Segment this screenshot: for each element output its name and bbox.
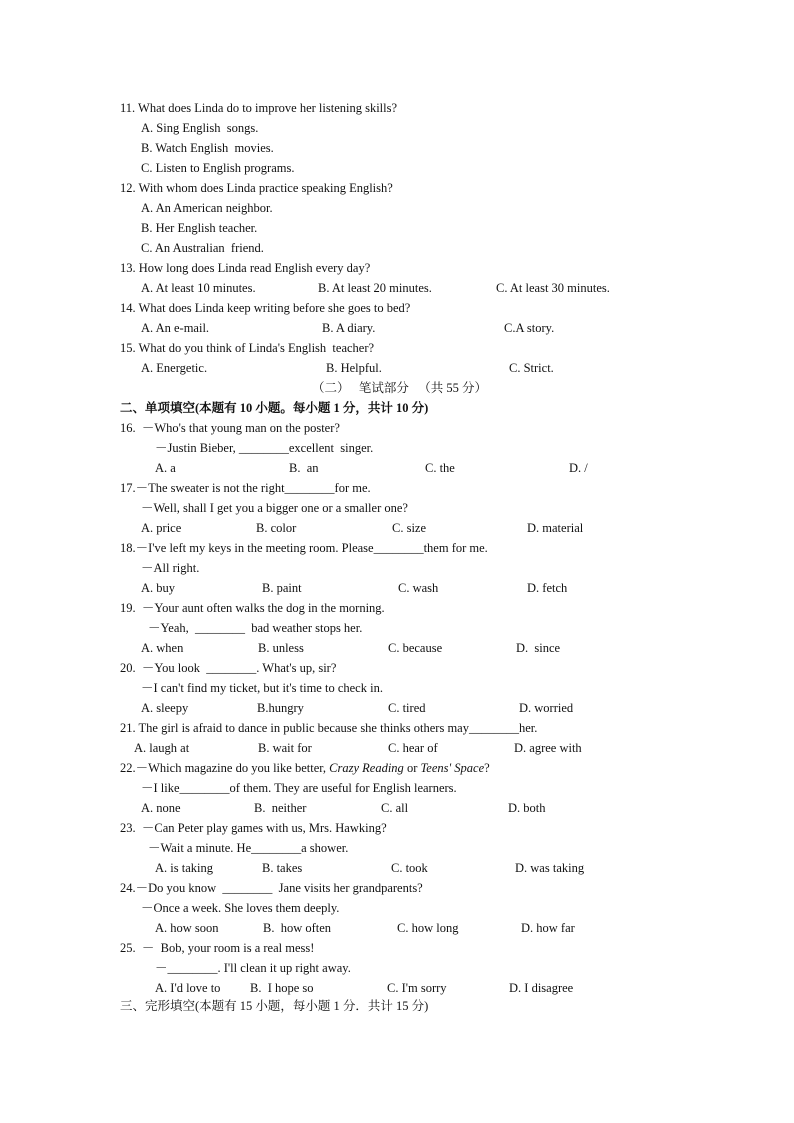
- question-21-option-d: D. agree with: [514, 741, 582, 755]
- question-14-option-b: B. A diary.: [322, 321, 376, 335]
- question-13-option-a: A. At least 10 minutes.: [141, 281, 256, 295]
- question-22-mark: ?: [484, 761, 490, 775]
- question-15-stem: 15. What do you think of Linda's English teacher?: [120, 341, 375, 355]
- magazine-title-1: Crazy Reading: [329, 761, 404, 775]
- question-15-option-b: B. Helpful.: [326, 361, 382, 375]
- question-17-option-d: D. material: [527, 521, 584, 535]
- question-25-option-a: A. I'd love to: [155, 981, 221, 995]
- question-11-option-a: A. Sing English songs.: [141, 121, 259, 135]
- question-20-line-2: －I can't find my ticket, but it's time to check in.: [141, 681, 383, 695]
- question-16-line-2: －Justin Bieber, ________excellent singer.: [155, 441, 374, 455]
- question-22-option-a: A. none: [141, 801, 181, 815]
- question-17-line-1: 17.－The sweater is not the right________for me.: [120, 481, 371, 495]
- question-22-connector: or: [403, 761, 421, 775]
- question-19-line-1: 19. －Your aunt often walks the dog in the morning.: [120, 601, 385, 615]
- question-14-option-a: A. An e-mail.: [141, 321, 210, 335]
- question-16-option-a: A. a: [155, 461, 176, 475]
- question-24-option-b: B. how often: [263, 921, 332, 935]
- question-22-text: 22.－Which magazine do you like better,: [120, 761, 330, 775]
- question-22-option-b: B. neither: [254, 801, 307, 815]
- question-24-option-a: A. how soon: [155, 921, 219, 935]
- question-19-option-c: C. because: [388, 641, 443, 655]
- question-20-option-d: D. worried: [519, 701, 574, 715]
- magazine-title-2: Teens' Space: [420, 761, 485, 775]
- question-24-option-d: D. how far: [521, 921, 575, 935]
- question-18-line-1: 18.－I've left my keys in the meeting room. Please________them for me.: [120, 541, 488, 555]
- question-18-option-d: D. fetch: [527, 581, 568, 595]
- question-20-option-b: B.hungry: [257, 701, 304, 715]
- question-22-line-2: －I like________of them. They are useful for English learners.: [141, 781, 457, 795]
- question-23-line-1: 23. －Can Peter play games with us, Mrs. Hawking?: [120, 821, 387, 835]
- question-24-line-1: 24.－Do you know ________ Jane visits her grandparents?: [120, 881, 423, 895]
- question-18-option-b: B. paint: [262, 581, 302, 595]
- question-25-line-1: 25. － Bob, your room is a real mess!: [120, 941, 315, 955]
- question-20-option-c: C. tired: [388, 701, 426, 715]
- question-14-stem: 14. What does Linda keep writing before she goes to bed?: [120, 301, 411, 315]
- question-21-option-b: B. wait for: [258, 741, 312, 755]
- question-11-stem: 11. What does Linda do to improve her listening skills?: [120, 101, 398, 115]
- question-19-option-b: B. unless: [258, 641, 304, 655]
- question-21-option-a: A. laugh at: [134, 741, 190, 755]
- section-3-title: 三、完形填空(本题有 15 小题，每小题 1 分．共计 15 分): [120, 999, 429, 1013]
- question-17-option-c: C. size: [392, 521, 427, 535]
- question-23-option-a: A. is taking: [155, 861, 213, 875]
- question-25-option-d: D. I disagree: [509, 981, 574, 995]
- question-23-option-d: D. was taking: [515, 861, 585, 875]
- question-12-option-a: A. An American neighbor.: [141, 201, 273, 215]
- question-18-option-a: A. buy: [141, 581, 176, 595]
- question-16-option-b: B. an: [289, 461, 319, 475]
- question-21-option-c: C. hear of: [388, 741, 438, 755]
- question-19-line-2: －Yeah, ________ bad weather stops her.: [148, 621, 363, 635]
- question-24-line-2: －Once a week. She loves them deeply.: [141, 901, 340, 915]
- question-25-line-2: －________. I'll clean it up right away.: [155, 961, 351, 975]
- question-23-line-2: －Wait a minute. He________a shower.: [148, 841, 349, 855]
- question-25-option-c: C. I'm sorry: [387, 981, 447, 995]
- question-15-option-c: C. Strict.: [509, 361, 554, 375]
- question-23-option-b: B. takes: [262, 861, 303, 875]
- question-12-option-c: C. An Australian friend.: [141, 241, 264, 255]
- question-16-option-c: C. the: [425, 461, 455, 475]
- question-17-line-2: －Well, shall I get you a bigger one or a smaller one?: [141, 501, 408, 515]
- question-17-option-a: A. price: [141, 521, 182, 535]
- question-21-line-1: 21. The girl is afraid to dance in public because she thinks others may________her.: [120, 721, 538, 735]
- question-18-option-c: C. wash: [398, 581, 439, 595]
- section-2-title: 二、单项填空(本题有 10 小题。每小题 1 分，共计 10 分): [120, 401, 429, 415]
- question-23-option-c: C. took: [391, 861, 428, 875]
- question-20-option-a: A. sleepy: [141, 701, 189, 715]
- question-15-option-a: A. Energetic.: [141, 361, 208, 375]
- question-22-line-1: [120, 760, 490, 776]
- question-25-option-b: B. I hope so: [250, 981, 314, 995]
- question-16-line-1: 16. －Who's that young man on the poster?: [120, 421, 340, 435]
- question-22-option-c: C. all: [381, 801, 409, 815]
- question-11-option-c: C. Listen to English programs.: [141, 161, 295, 175]
- question-20-line-1: 20. －You look ________. What's up, sir?: [120, 661, 337, 675]
- question-16-option-d: D. /: [569, 461, 588, 475]
- question-22-option-d: D. both: [508, 801, 546, 815]
- written-part-title: （二） 笔试部分 （共 55 分）: [312, 381, 488, 395]
- question-14-option-c: C.A story.: [504, 321, 555, 335]
- question-13-option-b: B. At least 20 minutes.: [318, 281, 432, 295]
- question-13-stem: 13. How long does Linda read English every day?: [120, 261, 371, 275]
- question-19-option-a: A. when: [141, 641, 184, 655]
- question-12-stem: 12. With whom does Linda practice speaking English?: [120, 181, 393, 195]
- question-24-option-c: C. how long: [397, 921, 459, 935]
- question-13-option-c: C. At least 30 minutes.: [496, 281, 610, 295]
- question-18-line-2: －All right.: [141, 561, 200, 575]
- question-12-option-b: B. Her English teacher.: [141, 221, 258, 235]
- question-17-option-b: B. color: [256, 521, 297, 535]
- question-11-option-b: B. Watch English movies.: [141, 141, 274, 155]
- question-19-option-d: D. since: [516, 641, 561, 655]
